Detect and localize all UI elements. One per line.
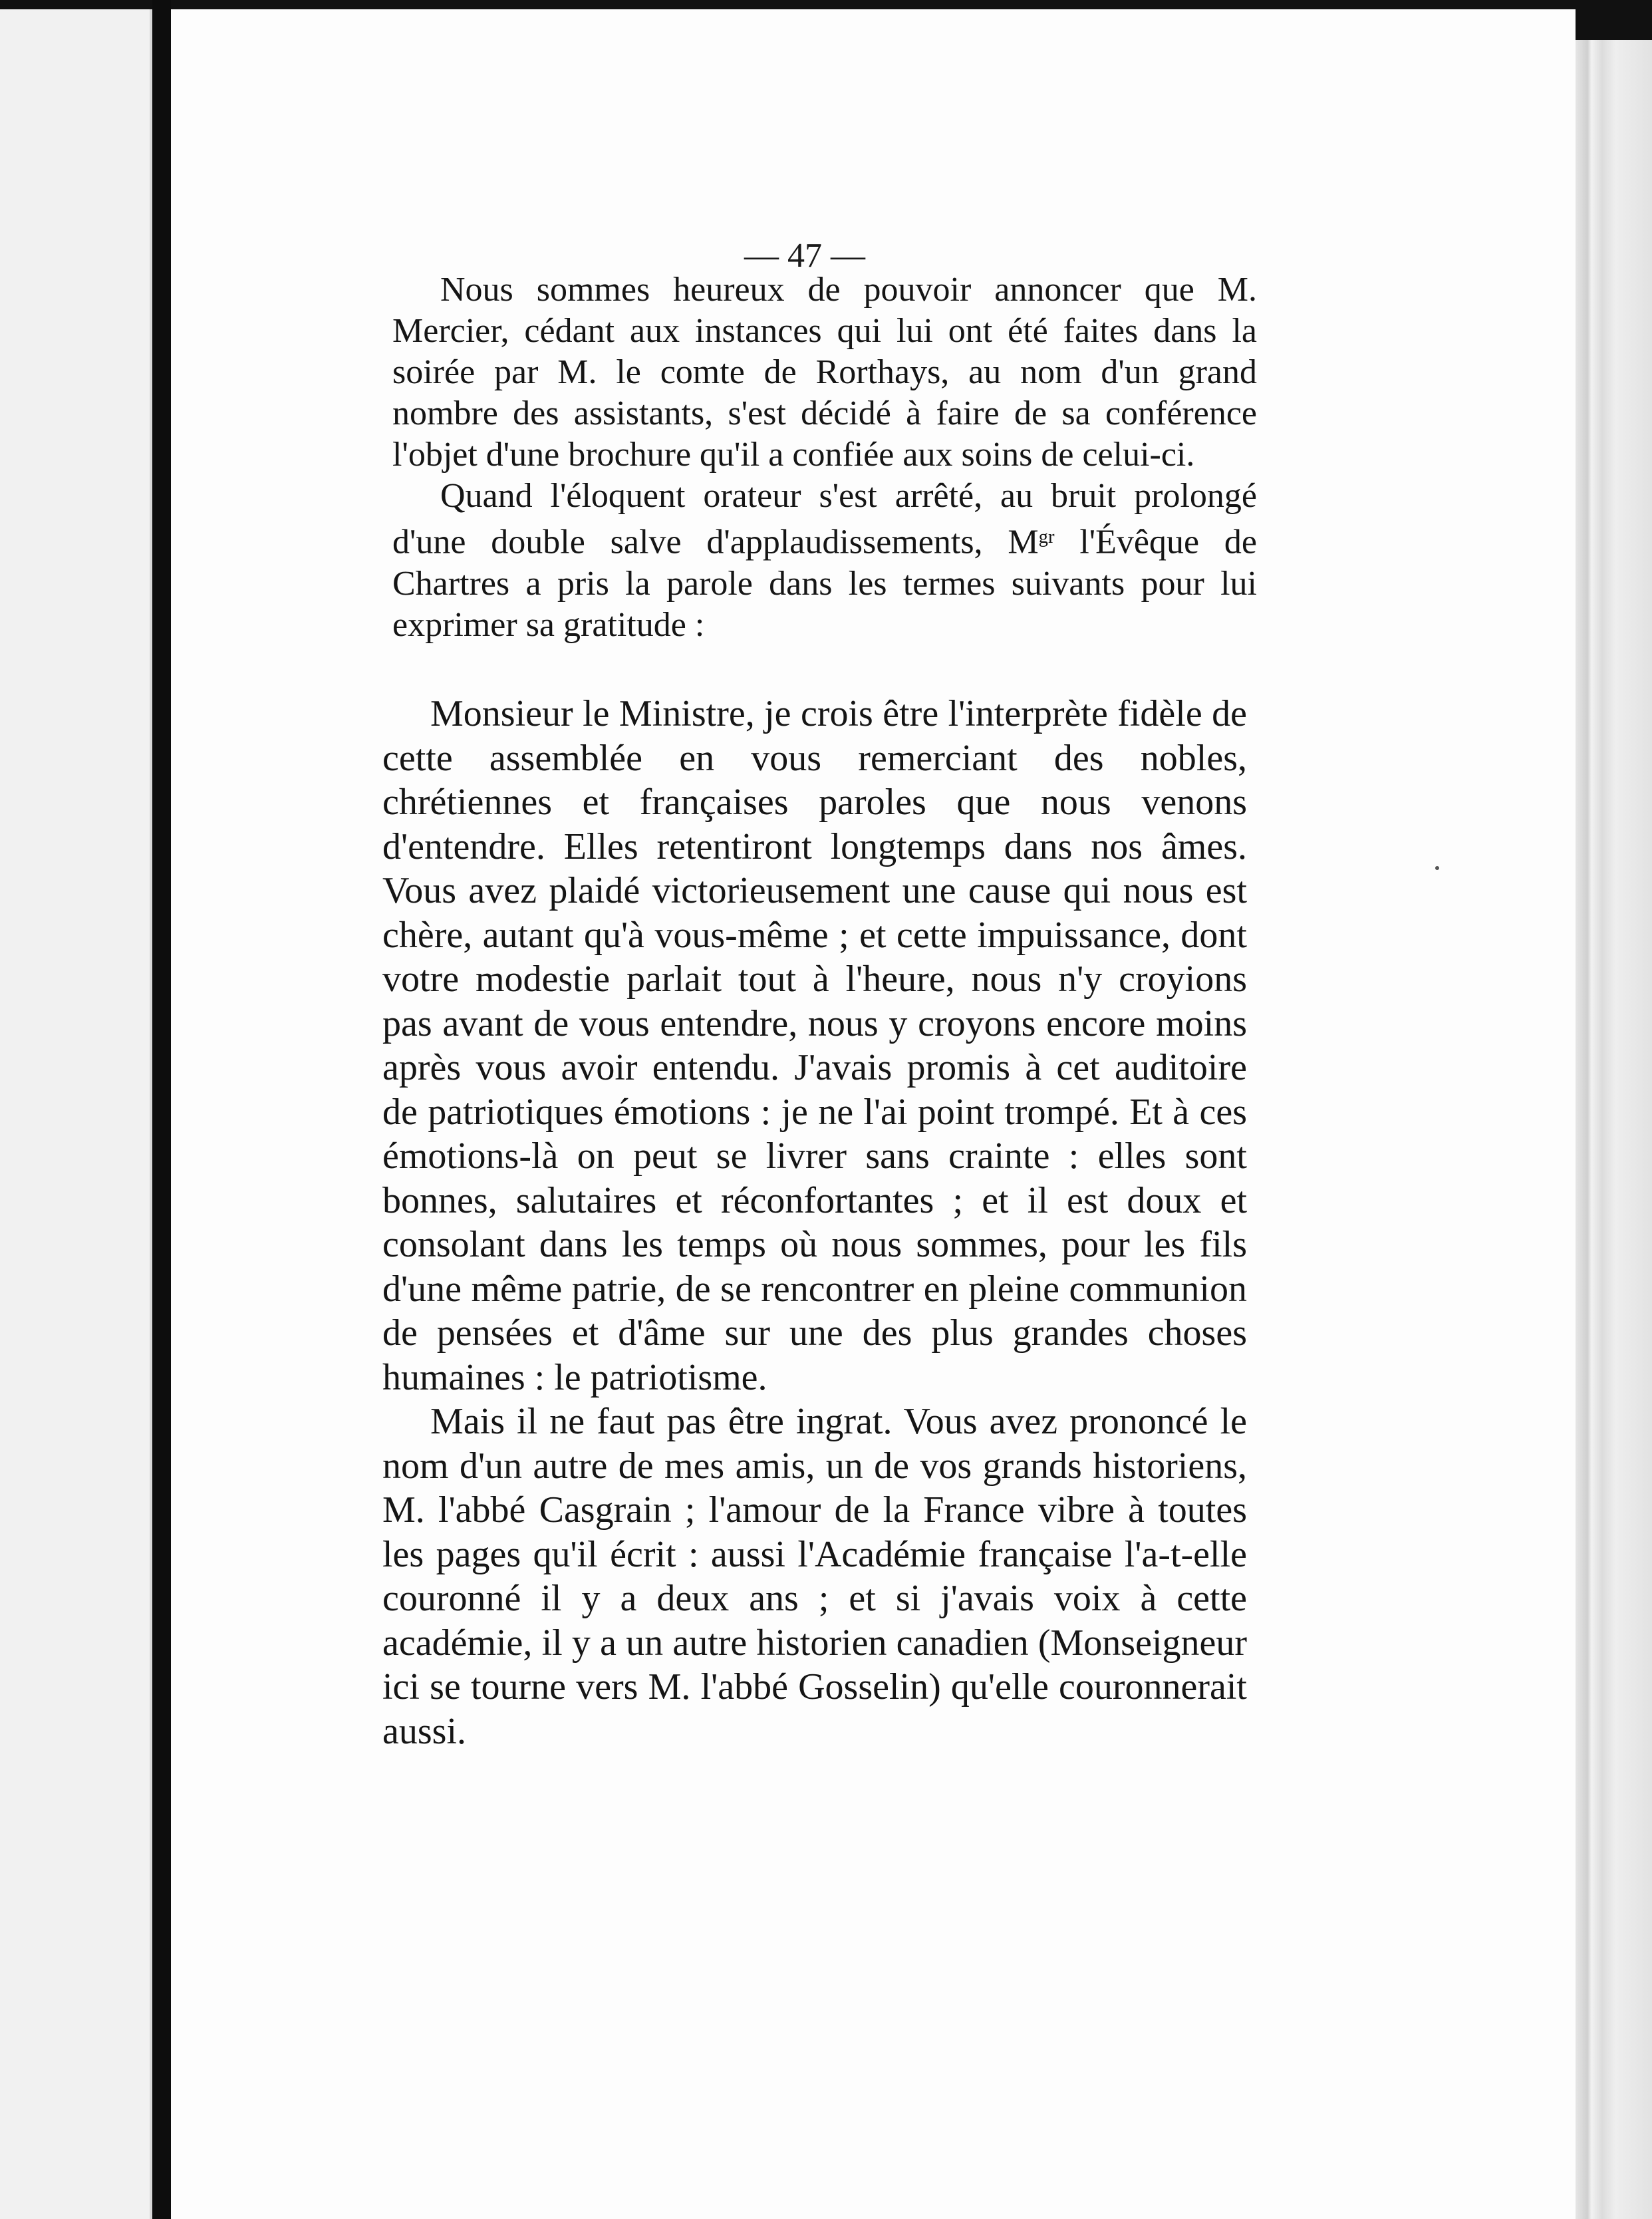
- page-stack-edge: [1576, 0, 1652, 2219]
- intro-paragraph-2-after: l'Évêque de Chartres a pris la parole dans les termes suivants pour lui exprimer sa gratitude :: [392, 523, 1257, 644]
- facing-page-edge: [0, 9, 152, 2219]
- scan-top-border: [0, 0, 1652, 9]
- scan-speck: [1435, 866, 1439, 870]
- intro-paragraph-2-before: Quand l'éloquent orateur s'est arrêté, au bruit prolongé d'une double salve d'applaudissements, M: [392, 477, 1257, 561]
- intro-paragraph-1: Nous sommes heureux de pouvoir annoncer que M. Mercier, cédant aux instances qui lui ont été faites dans la soirée par M. le comte de Rorthays, au nom d'un grand nombre des assistants, s'est décidé à faire de sa conférence l'objet d'une brochure qu'il a confiée aux soins de celui-ci.: [392, 271, 1257, 474]
- intro-text: [392, 269, 1257, 646]
- page-number: — 47 —: [744, 237, 865, 275]
- intro-paragraph-2: [392, 476, 1257, 646]
- speech-paragraph-1: Monsieur le Ministre, je crois être l'interprète fidèle de cette assemblée en vous remerciant des nobles, chrétiennes et françaises paroles que nous venons d'entendre. Elles retentiront longtemps dans nos âmes. Vous avez plaidé victorieusement une cause qui nous est chère, autant qu'à vous-même ; et cette impuissance, dont votre modestie parlait tout à l'heure, nous n'y croyions pas avant de vous entendre, nous y croyons encore moins après vous avoir entendu. J'avais promis à cet auditoire de patriotiques émotions : je ne l'ai point trompé. Et à ces émotions-là on peut se livrer sans crainte : elles sont bonnes, salutaires et réconfortantes ; et il est doux et consolant dans les temps où nous sommes, pour les fils d'une même patrie, de se rencontrer en pleine communion de pensées et d'âme sur une des plus grandes choses humaines : le patriotisme.: [382, 693, 1247, 1398]
- monseigneur-abbreviation: gr: [1038, 527, 1055, 547]
- speech-paragraph-2: Mais il ne faut pas être ingrat. Vous avez prononcé le nom d'un autre de mes amis, un de vos grands historiens, M. l'abbé Casgrain ; l'amour de la France vibre à toutes les pages qu'il écrit : aussi l'Académie française l'a-t-elle couronné il y a deux ans ; et si j'avais voix à cette académie, il y a un autre historien canadien (Monseigneur ici se tourne vers M. l'abbé Gosselin) qu'elle couronnerait aussi.: [382, 1401, 1247, 1752]
- book-gutter: [152, 0, 171, 2219]
- speech-text: [382, 692, 1247, 1753]
